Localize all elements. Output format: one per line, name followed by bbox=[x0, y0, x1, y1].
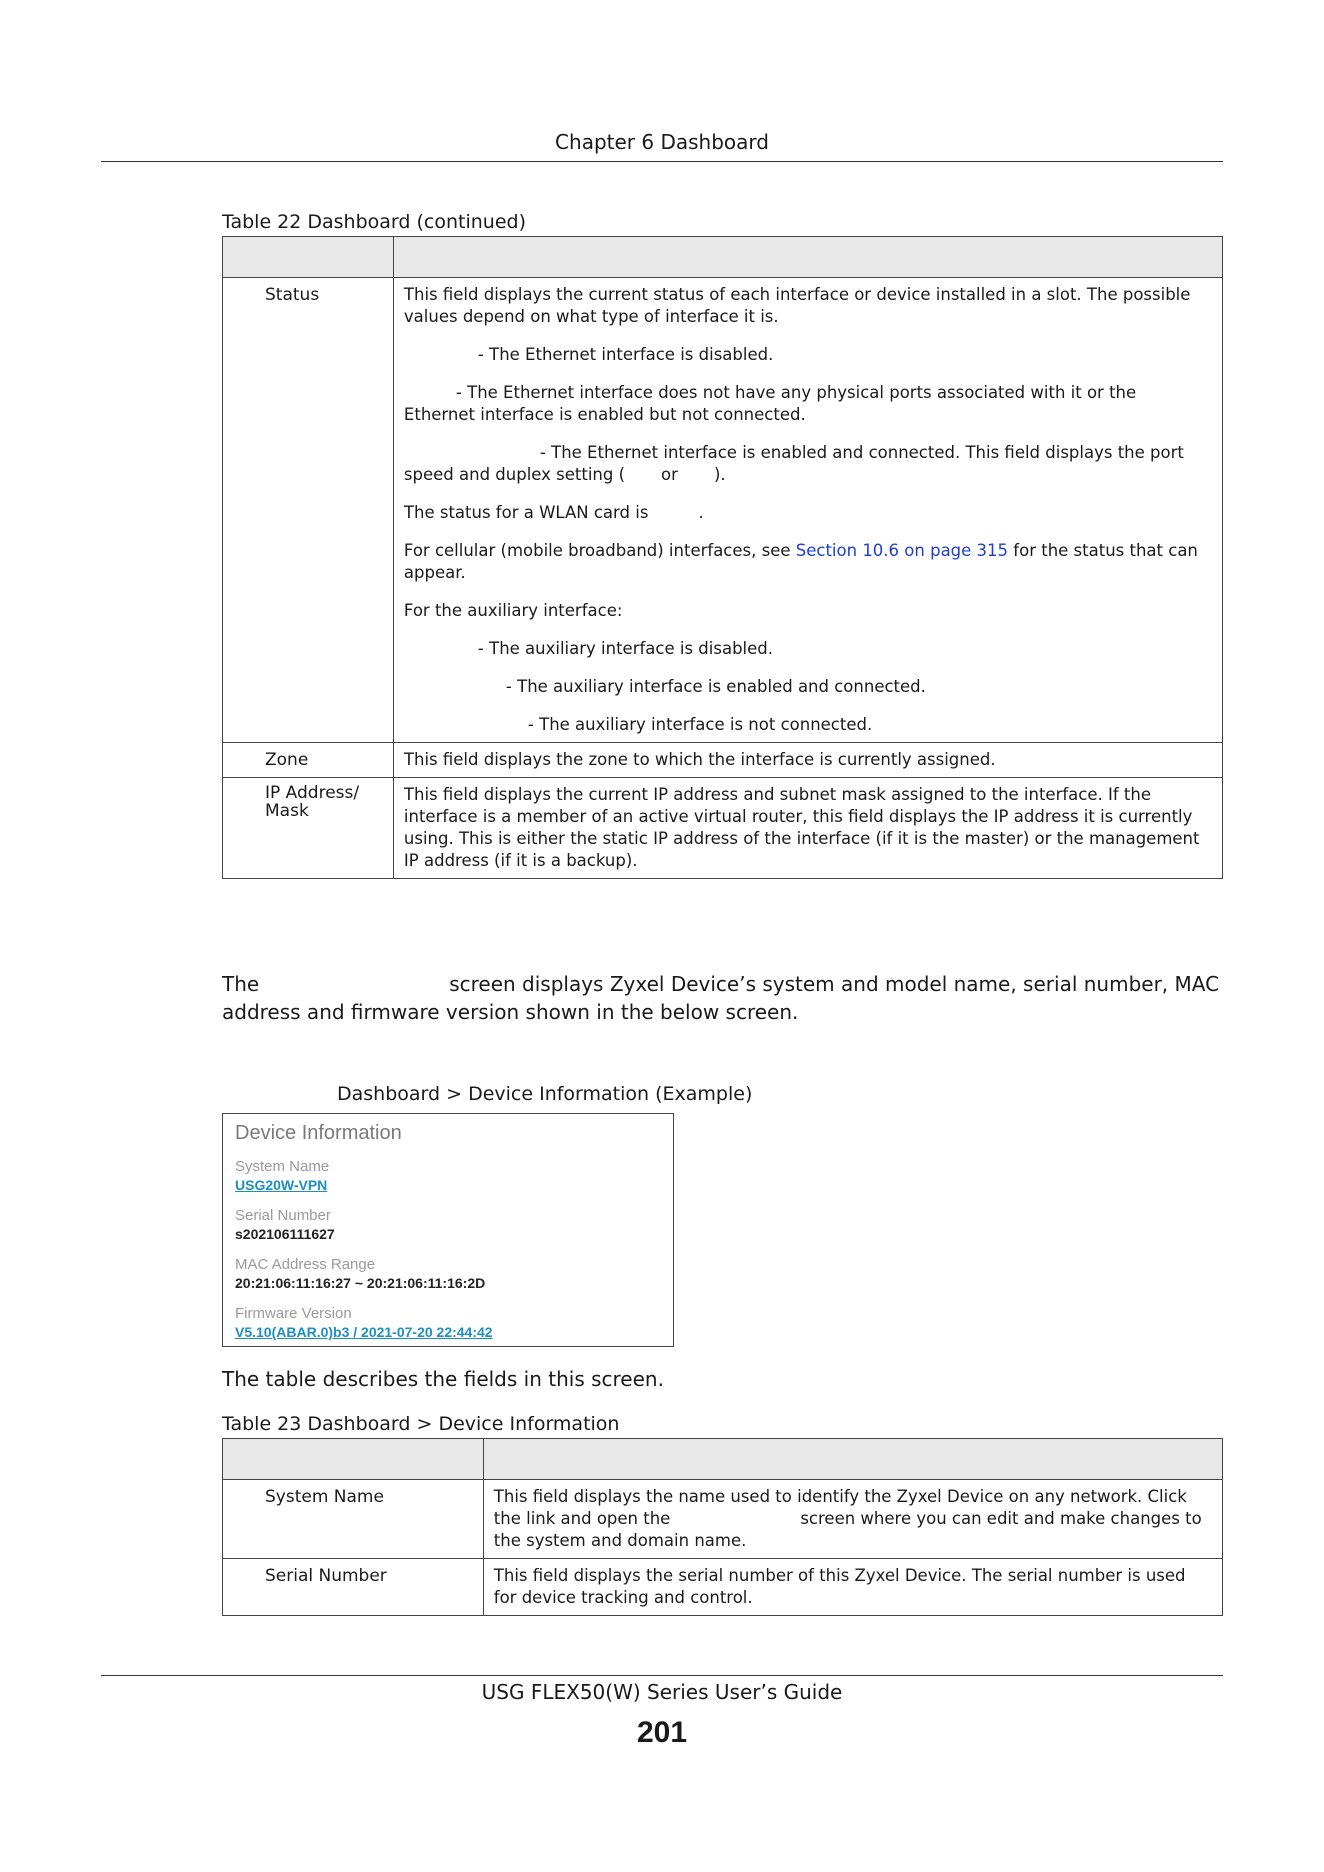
serial-number-value: s202106111627 bbox=[235, 1226, 335, 1242]
header-rule bbox=[101, 161, 1223, 162]
row-label-zone: Zone bbox=[223, 743, 394, 778]
row-label-ip: IP Address/ Mask bbox=[223, 778, 394, 879]
section-link[interactable]: Section 10.6 on page 315 bbox=[795, 541, 1009, 560]
page-number: 201 bbox=[636, 1716, 688, 1749]
status-aux-disabled: - The auxiliary interface is disabled. bbox=[477, 639, 773, 658]
firmware-link[interactable]: V5.10(ABAR.0)b3 / 2021-07-20 22:44:42 bbox=[235, 1324, 493, 1340]
table-header-row bbox=[223, 1439, 1223, 1480]
status-aux-not-connected: - The auxiliary interface is not connected. bbox=[527, 715, 873, 734]
section-intro: The screen displays Zyxel Device’s system and model name, serial number, MAC address and firmware version shown in the below screen. bbox=[222, 972, 1220, 1024]
table-23 bbox=[222, 1438, 1223, 1616]
panel-title: Device Information bbox=[235, 1122, 402, 1144]
device-information-panel bbox=[222, 1113, 674, 1347]
mac-range-label: MAC Address Range bbox=[235, 1256, 376, 1273]
header-cell bbox=[393, 237, 1222, 278]
mac-range-value: 20:21:06:11:16:27 ~ 20:21:06:11:16:2D bbox=[235, 1275, 486, 1291]
table-row bbox=[223, 743, 1223, 778]
header-cell bbox=[223, 237, 394, 278]
row-desc-status bbox=[393, 278, 1222, 743]
header-cell bbox=[483, 1439, 1222, 1480]
table-22 bbox=[222, 236, 1223, 879]
table-intro: The table describes the fields in this screen. bbox=[222, 1367, 664, 1391]
row-label-status: Status bbox=[223, 278, 394, 743]
row-desc-ip: This field displays the current IP address and subnet mask assigned to the interface. If the interface is a member of an active virtual router, this field displays the IP address it is currently using. This is either the static IP address of the interface (if it is the master) or the management IP address (if it is a backup). bbox=[393, 778, 1222, 879]
system-name-link[interactable]: USG20W-VPN bbox=[235, 1177, 328, 1193]
status-aux-intro: For the auxiliary interface: bbox=[403, 601, 623, 620]
system-name-label: System Name bbox=[235, 1158, 330, 1175]
row-desc-serial-number: This field displays the serial number of this Zyxel Device. The serial number is used for device tracking and control. bbox=[483, 1559, 1222, 1616]
footer-rule bbox=[101, 1675, 1223, 1676]
table-header-row bbox=[223, 237, 1223, 278]
status-wlan: The status for a WLAN card is . bbox=[403, 503, 704, 522]
row-desc-zone: This field displays the zone to which the interface is currently assigned. bbox=[393, 743, 1222, 778]
row-label-system-name: System Name bbox=[223, 1480, 484, 1559]
row-desc-system-name: This field displays the name used to identify the Zyxel Device on any network. Click the link and open the screen where you can edit and make changes to the system and domain name. bbox=[483, 1480, 1222, 1559]
figure-caption: Dashboard > Device Information (Example) bbox=[337, 1083, 753, 1105]
status-ethernet-disabled: - The Ethernet interface is disabled. bbox=[477, 345, 774, 364]
serial-number-label: Serial Number bbox=[235, 1207, 331, 1224]
status-aux-connected: - The auxiliary interface is enabled and connected. bbox=[505, 677, 926, 696]
chapter-title: Chapter 6 Dashboard bbox=[555, 130, 769, 154]
table-row bbox=[223, 778, 1223, 879]
table-22-caption: Table 22 Dashboard (continued) bbox=[222, 211, 527, 233]
table-23-caption: Table 23 Dashboard > Device Information bbox=[222, 1413, 620, 1435]
table-row bbox=[223, 278, 1223, 743]
status-cellular: For cellular (mobile broadband) interfaces, see Section 10.6 on page 315 for the status that can appear. bbox=[403, 541, 1198, 582]
table-row bbox=[223, 1480, 1223, 1559]
firmware-label: Firmware Version bbox=[235, 1305, 352, 1322]
row-label-serial-number: Serial Number bbox=[223, 1559, 484, 1616]
status-ethernet-connected: - The Ethernet interface is enabled and connected. This field displays the port speed and duplex setting ( or ). bbox=[403, 443, 1184, 484]
header-cell bbox=[223, 1439, 484, 1480]
table-row bbox=[223, 1559, 1223, 1616]
status-intro: This field displays the current status of each interface or device installed in a slot. The possible values depend on what type of interface it is. bbox=[403, 285, 1191, 326]
status-ethernet-down: - The Ethernet interface does not have any physical ports associated with it or the Ethernet interface is enabled but not connected. bbox=[403, 383, 1137, 424]
guide-title: USG FLEX50(W) Series User’s Guide bbox=[481, 1680, 843, 1704]
